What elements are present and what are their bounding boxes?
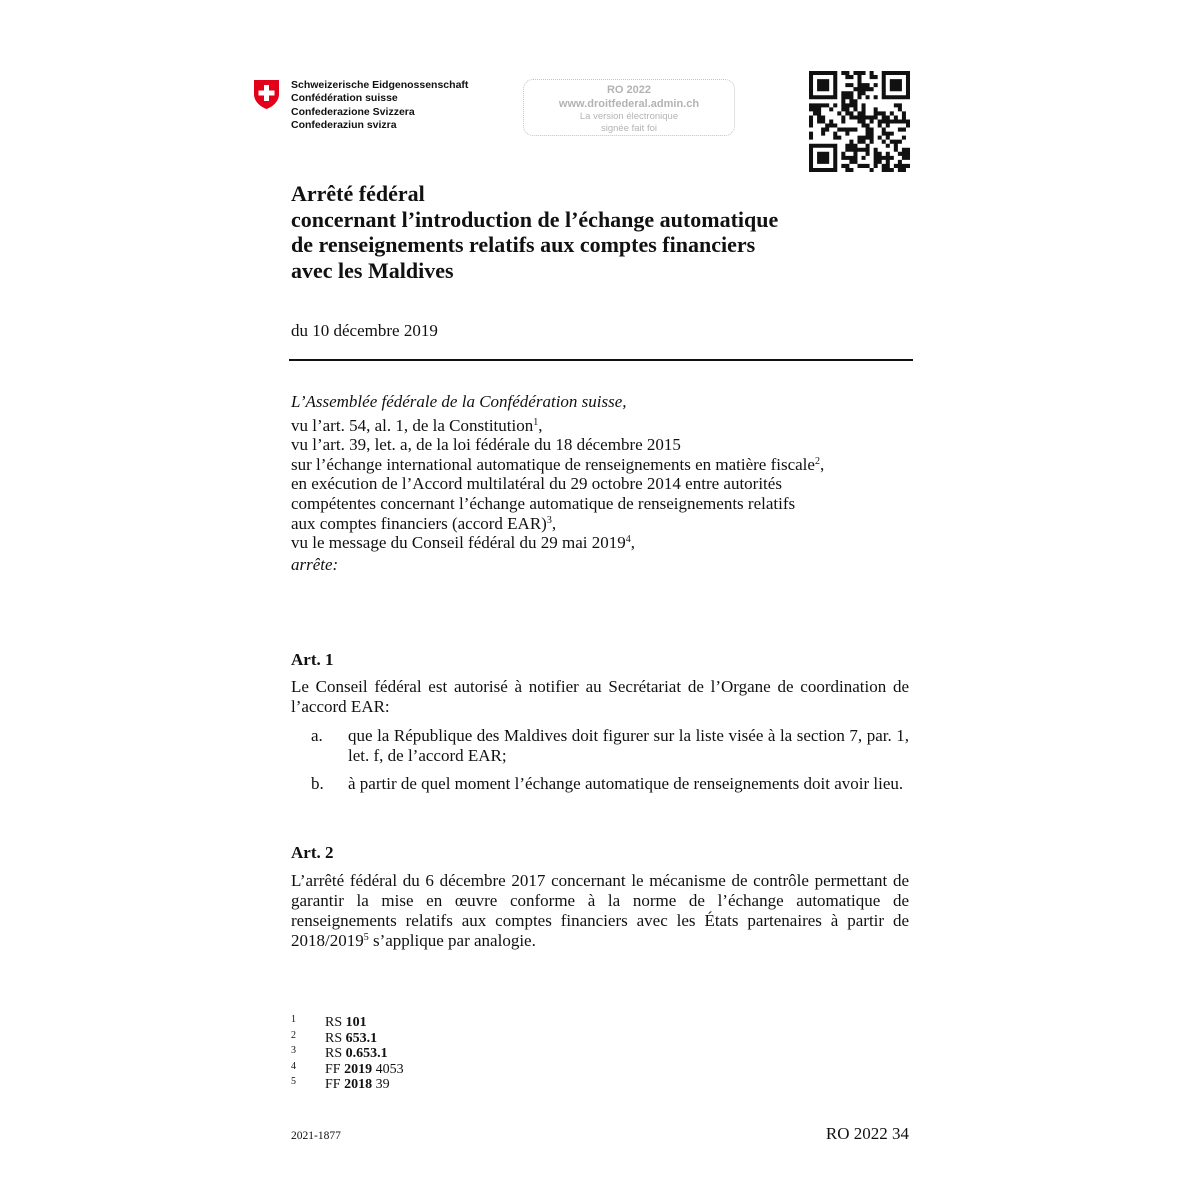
article-1-text: Le Conseil fédéral est autorisé à notifier au Secrétariat de l’Organe de coordination de l’accord EAR: [291, 677, 909, 716]
list-item-text: que la République des Maldives doit figurer sur la liste visée à la section 7, par. 1, let. f, de l’accord EAR; [348, 726, 909, 765]
footnote-number: 4 [291, 1060, 296, 1072]
list-item-label: a. [311, 726, 323, 745]
stamp-url: www.droitfederal.admin.ch [558, 98, 700, 110]
footnote: 3 RS 0.653.1 [291, 1045, 388, 1061]
document-date: du 10 décembre 2019 [291, 321, 438, 340]
footnote-number: 2 [291, 1029, 296, 1041]
title-line: de renseignements relatifs aux comptes financiers [291, 232, 756, 257]
preamble-decision: arrête: [291, 554, 339, 574]
preamble [291, 392, 824, 574]
footnote-ref[interactable]: 3 [546, 514, 552, 526]
preamble-line: aux comptes financiers (accord EAR)$^3$, [291, 513, 557, 533]
confederation-names [291, 79, 468, 132]
article-1-title: Art. 1 [291, 650, 334, 669]
swiss-cross-icon [253, 79, 280, 110]
footnote: 5 FF 2018 39 [291, 1076, 390, 1092]
article-1-list [291, 726, 909, 802]
article-2-title: Art. 2 [291, 843, 334, 862]
confederation-name-rm: Confederaziun svizra [291, 118, 397, 131]
footnote-number: 1 [291, 1014, 296, 1025]
qr-code-icon [809, 71, 910, 172]
document-title [291, 181, 778, 283]
title-line: concernant l’introduction de l’échange automatique [291, 206, 779, 232]
footnote-number: 3 [291, 1045, 296, 1056]
preamble-line: vu le message du Conseil fédéral du 29 mai 2019$^4$, [291, 533, 635, 553]
footnote: 2 RS 653.1 [291, 1029, 378, 1046]
list-item-text: à partir de quel moment l’échange automatique de renseignements doit avoir lieu. [348, 774, 904, 793]
confederation-name-fr: Confédération suisse [291, 92, 398, 105]
footnote: 1 RS 101 [291, 1014, 367, 1030]
list-item [291, 774, 909, 794]
footnote-ref[interactable]: 5 [363, 932, 369, 943]
preamble-line: vu l’art. 54, al. 1, de la Constitution$^1$, [291, 415, 543, 435]
title-line: avec les Maldives [291, 257, 454, 283]
article-2-text: L’arrêté fédéral du 6 décembre 2017 concernant le mécanisme de contrôle permettant de garantir la mise en œuvre conforme à la norme de l’échange automatique de renseignements relatifs aux comptes financiers avec les États partenaires à partir de 2018/2019$^5$ s’applique par analogie. [291, 871, 909, 950]
preamble-line: compétentes concernant l’échange automatique de renseignements relatifs [291, 493, 796, 513]
confederation-name-it: Confederazione Svizzera [291, 105, 415, 118]
preamble-assembly: L’Assemblée fédérale de la Confédération suisse, [291, 392, 627, 411]
page-reference: RO 2022 34 [825, 1124, 909, 1143]
title-line: Arrêté fédéral [291, 181, 425, 206]
footnote: 4 FF 2019 4053 [291, 1060, 404, 1077]
footnote-number: 5 [291, 1076, 296, 1087]
preamble-line: sur l’échange international automatique de renseignements en matière fiscale$^2$, [291, 454, 825, 474]
stamp-line-4: signée fait foi [601, 123, 657, 134]
list-item-label: b. [311, 774, 324, 793]
official-version-stamp [523, 79, 735, 136]
stamp-line-3: La version électronique [579, 111, 679, 122]
preamble-line: vu l’art. 39, let. a, de la loi fédérale du 18 décembre 2015 [291, 435, 681, 455]
footnote-ref[interactable]: 4 [625, 534, 631, 546]
footnote-ref[interactable]: 2 [814, 455, 820, 467]
document-id: 2021-1877 [291, 1130, 341, 1142]
divider [289, 359, 913, 361]
footnotes [291, 1015, 404, 1093]
preamble-line: en exécution de l’Accord multilatéral du 29 octobre 2014 entre autorités [291, 474, 782, 494]
stamp-line-1: RO 2022 [606, 84, 652, 96]
confederation-name-de: Schweizerische Eidgenossenschaft [291, 79, 469, 91]
list-item [291, 726, 909, 766]
footnote-ref[interactable]: 1 [533, 416, 539, 428]
